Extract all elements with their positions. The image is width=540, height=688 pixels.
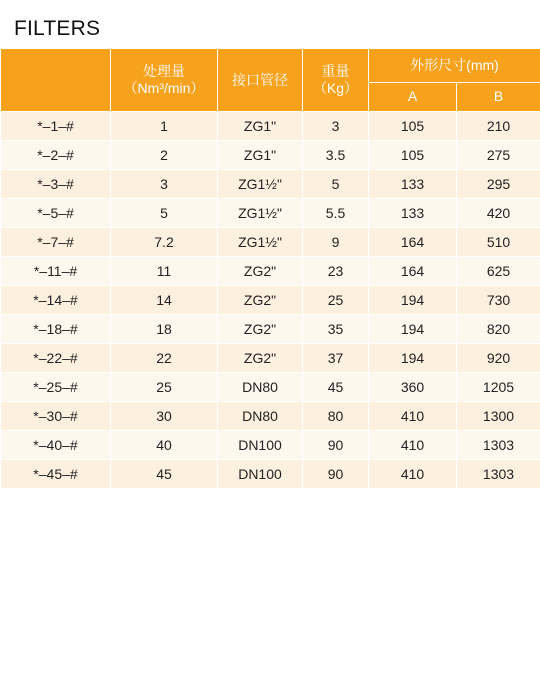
- cell-weight: 3: [303, 112, 369, 141]
- cell-pipe: ZG1": [218, 112, 303, 141]
- cell-a: 410: [369, 402, 457, 431]
- cell-capacity: 7.2: [111, 228, 218, 257]
- cell-capacity: 30: [111, 402, 218, 431]
- header-pipe-label: 接口管径: [232, 71, 288, 88]
- cell-a: 410: [369, 460, 457, 489]
- cell-model: *–45–#: [1, 460, 111, 489]
- cell-pipe: ZG2": [218, 344, 303, 373]
- cell-model: *–30–#: [1, 402, 111, 431]
- header-dimensions: 外形尺寸(mm): [369, 49, 540, 83]
- cell-pipe: ZG2": [218, 286, 303, 315]
- cell-capacity: 22: [111, 344, 218, 373]
- cell-b: 820: [457, 315, 540, 344]
- cell-b: 1303: [457, 460, 540, 489]
- cell-b: 1300: [457, 402, 540, 431]
- cell-pipe: DN100: [218, 460, 303, 489]
- filters-spec-table: [0, 48, 540, 489]
- cell-a: 410: [369, 431, 457, 460]
- cell-model: *–2–#: [1, 141, 111, 170]
- cell-model: *–11–#: [1, 257, 111, 286]
- cell-capacity: 40: [111, 431, 218, 460]
- cell-weight: 25: [303, 286, 369, 315]
- cell-a: 194: [369, 286, 457, 315]
- cell-pipe: DN80: [218, 373, 303, 402]
- cell-capacity: 18: [111, 315, 218, 344]
- cell-model: *–25–#: [1, 373, 111, 402]
- page-title: FILTERS: [14, 17, 101, 40]
- cell-b: 275: [457, 141, 540, 170]
- cell-a: 360: [369, 373, 457, 402]
- table-row: [1, 402, 540, 431]
- table-row: [1, 431, 540, 460]
- cell-pipe: ZG1½": [218, 170, 303, 199]
- cell-weight: 90: [303, 431, 369, 460]
- cell-weight: 45: [303, 373, 369, 402]
- cell-pipe: ZG2": [218, 315, 303, 344]
- cell-model: *–40–#: [1, 431, 111, 460]
- table-row: [1, 112, 540, 141]
- table-header: [1, 49, 540, 112]
- cell-capacity: 25: [111, 373, 218, 402]
- cell-a: 105: [369, 141, 457, 170]
- cell-a: 164: [369, 257, 457, 286]
- header-dim-a: A: [369, 82, 457, 111]
- cell-pipe: ZG1½": [218, 199, 303, 228]
- table-row: [1, 286, 540, 315]
- cell-a: 133: [369, 199, 457, 228]
- header-weight: [303, 49, 369, 112]
- table-row: [1, 344, 540, 373]
- table-row: [1, 315, 540, 344]
- cell-weight: 35: [303, 315, 369, 344]
- cell-capacity: 5: [111, 199, 218, 228]
- cell-b: 1303: [457, 431, 540, 460]
- cell-b: 210: [457, 112, 540, 141]
- cell-model: *–18–#: [1, 315, 111, 344]
- table-row: [1, 228, 540, 257]
- cell-model: *–5–#: [1, 199, 111, 228]
- cell-pipe: ZG1": [218, 141, 303, 170]
- cell-weight: 3.5: [303, 141, 369, 170]
- cell-model: *–14–#: [1, 286, 111, 315]
- header-dim-b: B: [457, 82, 540, 111]
- cell-weight: 5.5: [303, 199, 369, 228]
- cell-capacity: 1: [111, 112, 218, 141]
- cell-pipe: DN100: [218, 431, 303, 460]
- cell-model: *–22–#: [1, 344, 111, 373]
- cell-weight: 37: [303, 344, 369, 373]
- cell-model: *–1–#: [1, 112, 111, 141]
- cell-b: 420: [457, 199, 540, 228]
- cell-a: 194: [369, 315, 457, 344]
- cell-capacity: 11: [111, 257, 218, 286]
- cell-capacity: 2: [111, 141, 218, 170]
- table-row: [1, 460, 540, 489]
- cell-weight: 90: [303, 460, 369, 489]
- header-capacity-label: 处理量: [143, 63, 185, 79]
- cell-capacity: 3: [111, 170, 218, 199]
- cell-a: 164: [369, 228, 457, 257]
- table-row: [1, 373, 540, 402]
- cell-pipe: ZG1½": [218, 228, 303, 257]
- cell-a: 133: [369, 170, 457, 199]
- cell-capacity: 14: [111, 286, 218, 315]
- cell-b: 625: [457, 257, 540, 286]
- cell-pipe: ZG2": [218, 257, 303, 286]
- cell-b: 1205: [457, 373, 540, 402]
- cell-capacity: 45: [111, 460, 218, 489]
- cell-weight: 9: [303, 228, 369, 257]
- cell-pipe: DN80: [218, 402, 303, 431]
- cell-a: 194: [369, 344, 457, 373]
- header-capacity: [111, 49, 218, 112]
- table-row: [1, 257, 540, 286]
- cell-b: 295: [457, 170, 540, 199]
- header-pipe: [218, 49, 303, 112]
- table-row: [1, 141, 540, 170]
- cell-b: 920: [457, 344, 540, 373]
- cell-weight: 23: [303, 257, 369, 286]
- cell-b: 510: [457, 228, 540, 257]
- cell-weight: 80: [303, 402, 369, 431]
- cell-model: *–3–#: [1, 170, 111, 199]
- header-weight-unit: （Kg）: [312, 80, 359, 96]
- cell-b: 730: [457, 286, 540, 315]
- cell-a: 105: [369, 112, 457, 141]
- table-row: [1, 170, 540, 199]
- cell-model: *–7–#: [1, 228, 111, 257]
- header-capacity-unit: （Nm³/min）: [123, 80, 205, 96]
- table-row: [1, 199, 540, 228]
- cell-weight: 5: [303, 170, 369, 199]
- header-model: [1, 49, 111, 112]
- table-body: [1, 112, 540, 489]
- header-weight-label: 重量: [321, 63, 350, 79]
